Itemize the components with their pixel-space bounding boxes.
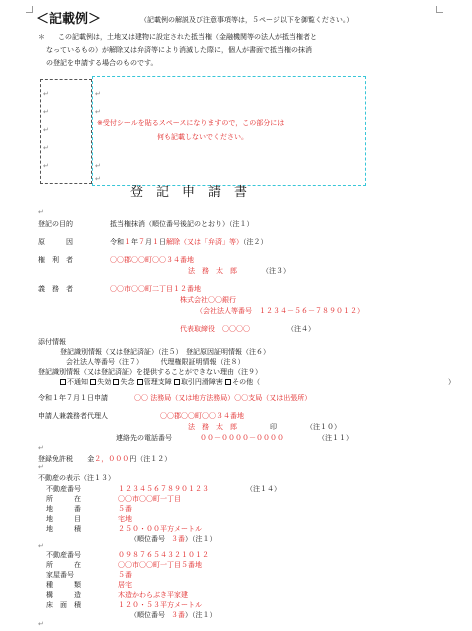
building-row-label: 種 類: [46, 581, 81, 589]
building-rank-suffix: ）（注１）: [185, 611, 217, 619]
return-mark: ↵: [95, 175, 101, 183]
attachments-label: 添付情報: [38, 338, 66, 346]
document-title: 登 記 申 請 書: [130, 185, 248, 200]
intro-mark: ＊: [38, 33, 45, 41]
stamp-space-box: [92, 76, 366, 186]
building-row-value: １２０・５３平方メートル: [118, 601, 202, 609]
checkbox-forgotten[interactable]: [113, 379, 119, 385]
return-mark: ↵: [38, 620, 44, 628]
cause-month: ７: [138, 238, 145, 246]
example-heading: ＜記載例＞: [36, 12, 102, 27]
agent-seal: 印: [270, 423, 277, 431]
building-row-label: 構 造: [46, 591, 81, 599]
heading-note: （記載例の解説及び注意事項等は，５ページ以下を御覧ください。）: [140, 16, 354, 24]
right-holder-label: 権 利 者: [38, 256, 73, 264]
filing-date: 令和１年７月１日申請: [38, 394, 108, 402]
return-mark: ↵: [38, 542, 44, 550]
building-row-value: ５番: [118, 571, 132, 579]
agent-note: （注１０）: [306, 423, 341, 431]
obligor-note: （注４）: [287, 325, 315, 333]
building-rank-prefix: （順位番号: [130, 611, 165, 619]
reason-label: 登記識別情報（又は登記済証）を提供することができない理由（注９）: [38, 368, 262, 376]
agent-tel-note: （注１１）: [318, 434, 353, 442]
cause-note: （注２）: [243, 238, 268, 246]
cause-year-unit: 年: [131, 238, 138, 246]
return-mark: ↵: [43, 108, 49, 116]
agent-label: 申請人兼義務者代理人: [38, 412, 108, 420]
filing-office: 〇〇 法務局（又は地方法務局）〇〇支局（又は出張所）: [134, 394, 312, 402]
cause-reason: 解除（又は「弁済」等）: [166, 238, 243, 246]
land-rank-suffix: ）（注１）: [185, 535, 217, 543]
checkbox-management[interactable]: [137, 379, 143, 385]
building-row-label: 床 面 積: [46, 601, 81, 609]
land-rank: [130, 535, 217, 544]
right-holder-note: （注３）: [262, 267, 290, 275]
building-row-label: 家屋番号: [46, 571, 74, 579]
stamp-notice-line-2: 何も記載しないでください。: [157, 133, 248, 141]
page-corner-mark: [26, 6, 33, 13]
option-label: 取引円滑障害: [180, 378, 223, 386]
agent-name: 法 務 太 郎: [188, 423, 237, 431]
tax-label: [38, 455, 171, 464]
purpose-text: 抵当権抹消（順位番号後記のとおり）（注１）: [110, 220, 254, 228]
land-row-label: 不動産番号: [46, 485, 81, 493]
return-mark: ↵: [38, 463, 44, 471]
property-label: 不動産の表示（注１３）: [38, 474, 115, 482]
cause-month-unit: 月: [145, 238, 152, 246]
return-mark: ↵: [38, 444, 44, 452]
page-corner-mark: [436, 6, 443, 13]
reason-options: [60, 378, 260, 387]
return-mark: ↵: [38, 208, 44, 216]
land-row-value: ２５０・００平方メートル: [118, 525, 202, 533]
obligor-corp-number: （会社法人等番号 １２３４－５６－７８９０１２）: [196, 307, 364, 315]
stamp-notice-line-1: ※受付シールを貼るスペースになりますので，この部分には: [97, 119, 285, 127]
attachments-line-1: 登記識別情報（又は登記済証）（注５） 登記原因証明情報（注６）: [60, 348, 270, 356]
obligor-company: 株式会社〇〇銀行: [180, 296, 236, 304]
building-row-label: 不動産番号: [46, 551, 81, 559]
return-mark: ↵: [95, 108, 101, 116]
tax-unit: 円: [129, 455, 137, 463]
intro-line-3: の登記を申請する場合のものです。: [46, 59, 158, 67]
cause-label: 原 因: [38, 238, 73, 246]
tax-prefix: 金: [87, 455, 95, 463]
obligor-label: 義 務 者: [38, 285, 73, 293]
option-label: 失念: [120, 378, 135, 386]
cause-era: 令和: [110, 238, 124, 246]
right-holder-name: 法 務 太 郎: [188, 267, 237, 275]
building-row-value: ０９８７６５４３２１０１２: [118, 551, 209, 559]
tax-amount: ２，０００: [94, 455, 130, 463]
cause-day-unit: 日: [159, 238, 166, 246]
checkbox-other[interactable]: [225, 379, 231, 385]
tax-note: （注１２）: [136, 455, 172, 463]
return-mark: ↵: [43, 144, 49, 152]
building-row-value: 〇〇市〇〇町一丁目５番地: [118, 561, 202, 569]
cause-year: １: [124, 238, 131, 246]
land-row-label: 所 在: [46, 495, 81, 503]
building-rank: [130, 611, 217, 620]
obligor-representative: 代表取締役 〇〇〇〇: [180, 325, 250, 333]
intro-line-1: この記載例は，土地又は建物に設定された抵当権（金融機関等の法人が抵当権者と: [58, 33, 317, 41]
agent-tel-label: 連絡先の電話番号: [116, 434, 172, 442]
option-label: 管理支障: [143, 378, 172, 386]
return-mark: ↵: [43, 90, 49, 98]
obligor-address: 〇〇市〇〇町二丁目１２番地: [110, 285, 201, 293]
land-row-value: 〇〇市〇〇町一丁目: [118, 495, 181, 503]
building-row-label: 所 在: [46, 561, 81, 569]
options-close-paren: ）: [448, 378, 455, 386]
cause-text: [110, 238, 268, 247]
return-mark: ↵: [43, 126, 49, 134]
option-label: その他（: [232, 378, 261, 386]
purpose-label: 登記の目的: [38, 220, 73, 228]
building-row-value: 木造かわらぶき平家建: [118, 591, 188, 599]
land-row-value: １２３４５６７８９０１２３: [118, 485, 209, 493]
land-row-note: （注１４）: [246, 485, 281, 493]
agent-address: 〇〇郡〇〇町〇〇３４番地: [160, 412, 244, 420]
land-row-label: 地 番: [46, 505, 81, 513]
land-row-value: 宅地: [118, 515, 132, 523]
option-label: 不通知: [67, 378, 88, 386]
return-mark: ↵: [43, 162, 49, 170]
land-row-label: 地 目: [46, 515, 81, 523]
cause-day: １: [152, 238, 159, 246]
land-row-label: 地 積: [46, 525, 81, 533]
building-row-value: 居宅: [118, 581, 132, 589]
checkbox-expired[interactable]: [90, 379, 96, 385]
land-row-value: ５番: [118, 505, 132, 513]
return-mark: ↵: [95, 162, 101, 170]
attachments-line-2: 会社法人等番号（注７） 代理権限証明情報（注８）: [66, 358, 245, 366]
checkbox-transaction[interactable]: [174, 379, 180, 385]
checkbox-no-notice[interactable]: [60, 379, 66, 385]
building-rank-number: ３番: [171, 611, 185, 619]
land-rank-prefix: （順位番号: [130, 535, 165, 543]
agent-tel: ００－００００－００００: [200, 434, 284, 442]
right-holder-address: 〇〇郡〇〇町〇〇３４番地: [110, 256, 194, 264]
option-label: 失効: [97, 378, 112, 386]
land-rank-number: ３番: [171, 535, 185, 543]
tax-label-text: 登録免許税: [38, 455, 73, 463]
intro-line-2: なっているもの）が解除又は弁済等により消滅した際に，個人が書面で抵当権の抹消: [46, 46, 312, 54]
return-mark: ↵: [95, 90, 101, 98]
